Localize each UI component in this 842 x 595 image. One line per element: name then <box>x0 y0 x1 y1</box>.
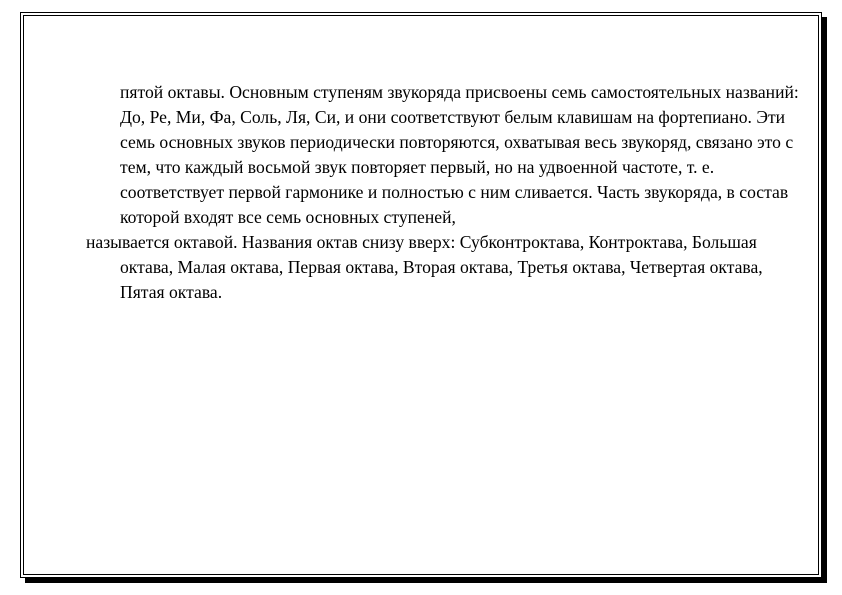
text-body <box>86 80 811 305</box>
paragraph-octave-names: называется октавой. Названия октав снизу вверх: Субконтроктава, Контроктава, Большая октава, Малая октава, Первая октава, Вторая октава, Третья октава, Четвертая октава, Пятая октава. <box>86 232 763 302</box>
paragraph-octave-intro: пятой октавы. Основным ступеням звукоряда присвоены семь самостоятельных названий: До, Ре, Ми, Фа, Соль, Ля, Си, и они соответствуют белым клавишам на фортепиано. Эти семь основных звуков периодически повторяются, охватывая весь звукоряд, связано это с тем, что каждый восьмой звук повторяет первый, но на удвоенной частоте, т. е. соответствует первой гармонике и полностью с ним сливается. Часть звукоряда, в состав которой входят все семь основных ступеней, <box>120 82 799 227</box>
